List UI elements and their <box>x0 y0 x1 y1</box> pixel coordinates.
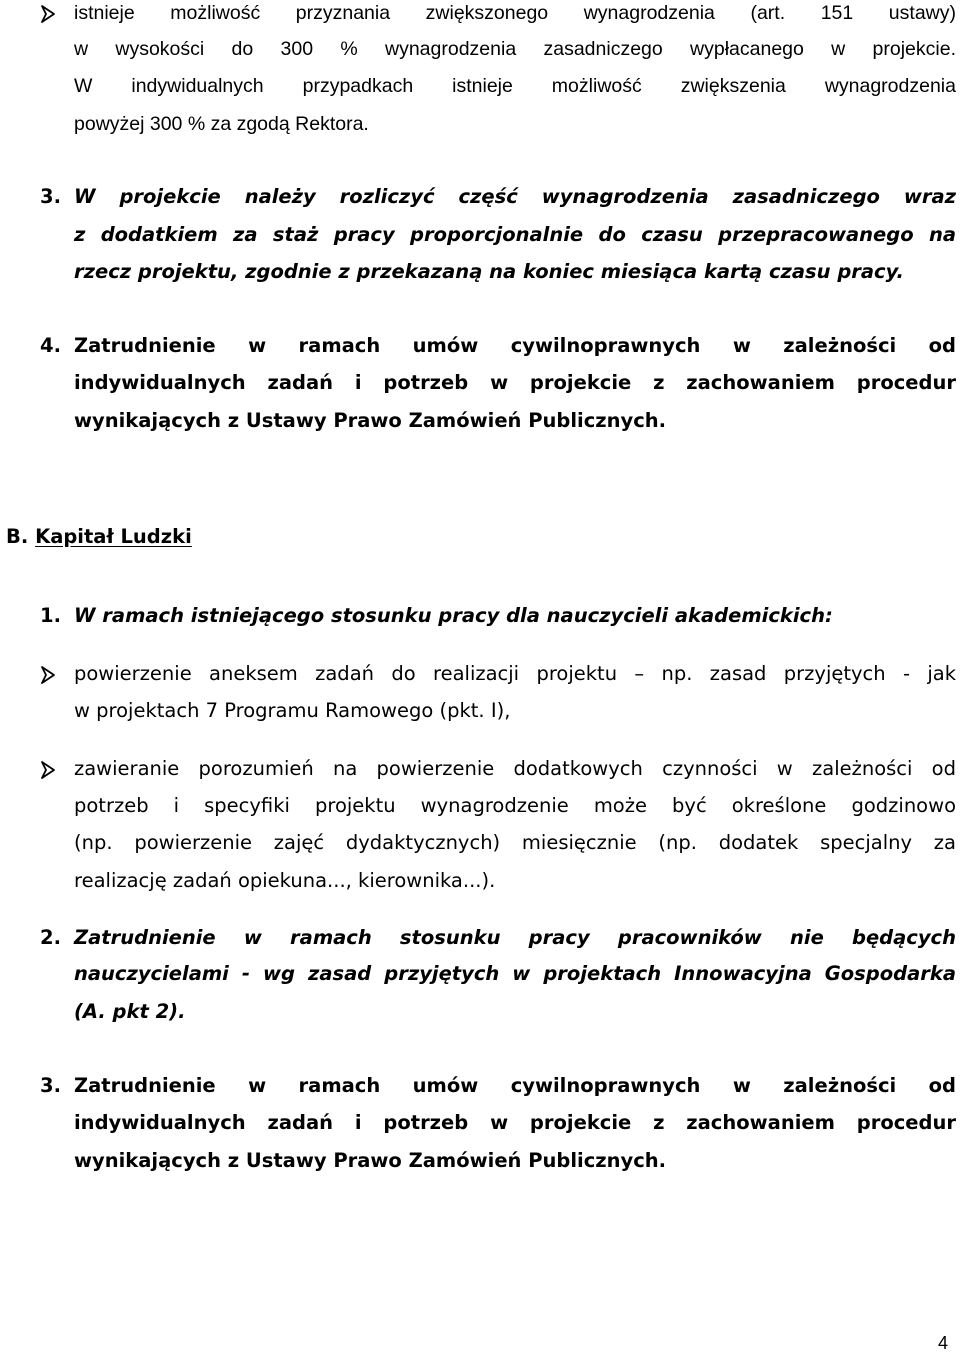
arrow-bullet-icon <box>40 760 58 780</box>
paragraph-line: (A. pkt 2). <box>74 1000 186 1023</box>
paragraph-line: nauczycielami - wg zasad przyjętych w projektach Innowacyjna Gospodarka <box>74 962 956 985</box>
paragraph-line: istnieje możliwość przyznania zwiększonego wynagrodzenia (art. 151 ustawy) <box>74 2 956 24</box>
paragraph-line: Zatrudnienie w ramach umów cywilnoprawnych w zależności od <box>74 1074 956 1097</box>
arrow-bullet-icon <box>40 665 58 685</box>
page-number: 4 <box>938 1333 949 1353</box>
paragraph-line: W projekcie należy rozliczyć część wynagrodzenia zasadniczego wraz <box>74 185 956 208</box>
paragraph-line: (np. powierzenie zajęć dydaktycznych) miesięcznie (np. dodatek specjalny za <box>74 831 956 854</box>
arrow-bullet-icon <box>40 4 58 24</box>
paragraph-line: wynikających z Ustawy Prawo Zamówień Publicznych. <box>74 409 667 432</box>
section-heading <box>6 524 192 550</box>
paragraph-line: w projektach 7 Programu Ramowego (pkt. I), <box>74 699 511 722</box>
paragraph-line: indywidualnych zadań i potrzeb w projekcie z zachowaniem procedur <box>74 1111 956 1134</box>
paragraph-line: powyżej 300 % za zgodą Rektora. <box>74 113 369 135</box>
paragraph-line: W indywidualnych przypadkach istnieje możliwość zwiększenia wynagrodzenia <box>74 75 956 97</box>
item-number: 1. <box>40 604 61 627</box>
paragraph-line: potrzeb i specyfiki projektu wynagrodzenie może być określone godzinowo <box>74 794 956 817</box>
paragraph-line: Zatrudnienie w ramach stosunku pracy pracowników nie będących <box>74 926 956 949</box>
paragraph-line: Zatrudnienie w ramach umów cywilnoprawnych w zależności od <box>74 334 956 357</box>
item-number: 3. <box>40 185 61 208</box>
paragraph-line: z dodatkiem za staż pracy proporcjonalnie do czasu przepracowanego na <box>74 223 956 246</box>
paragraph-line: indywidualnych zadań i potrzeb w projekcie z zachowaniem procedur <box>74 371 956 394</box>
item-number: 2. <box>40 926 61 949</box>
paragraph-line: rzecz projektu, zgodnie z przekazaną na koniec miesiąca kartą czasu pracy. <box>74 260 904 283</box>
paragraph-line: zawieranie porozumień na powierzenie dodatkowych czynności w zależności od <box>74 757 956 780</box>
item-number: 3. <box>40 1074 61 1097</box>
paragraph-line: w wysokości do 300 % wynagrodzenia zasadniczego wypłacanego w projekcie. <box>74 38 956 60</box>
section-prefix: B. <box>6 525 29 548</box>
paragraph-line: realizację zadań opiekuna..., kierownika...). <box>74 869 496 892</box>
item-number: 4. <box>40 334 61 357</box>
section-title: Kapitał Ludzki <box>35 525 192 548</box>
paragraph-line: W ramach istniejącego stosunku pracy dla nauczycieli akademickich: <box>74 604 833 627</box>
paragraph-line: powierzenie aneksem zadań do realizacji projektu – np. zasad przyjętych - jak <box>74 662 956 685</box>
paragraph-line: wynikających z Ustawy Prawo Zamówień Publicznych. <box>74 1149 667 1172</box>
